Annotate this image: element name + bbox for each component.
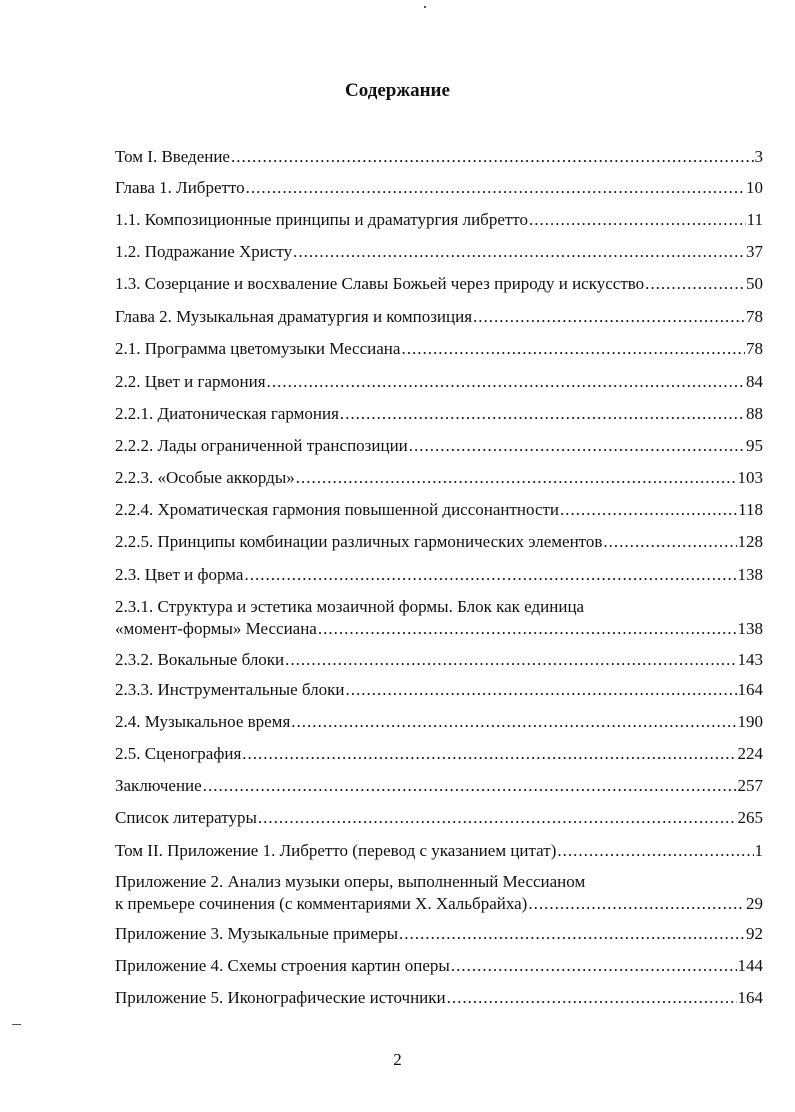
- dot-leader: [285, 649, 736, 671]
- toc-entry: [115, 807, 763, 829]
- toc-entry: [115, 531, 763, 553]
- toc-entry: [115, 209, 763, 231]
- toc-entry-label: 2.2. Цвет и гармония: [115, 372, 266, 391]
- dot-leader: [203, 775, 737, 797]
- toc-entry: [115, 177, 763, 199]
- page-title: Содержание: [345, 80, 450, 101]
- toc-entry-label: 1.2. Подражание Христу: [115, 242, 293, 261]
- toc-entry: [115, 146, 763, 168]
- toc-entry-label: 2.2.4. Хроматическая гармония повышенной диссонантности: [115, 500, 560, 519]
- toc-entry-page: 78: [746, 339, 763, 358]
- toc-entry-page: 138: [737, 619, 763, 638]
- toc-entry-label: 2.3.3. Инструментальные блоки: [115, 680, 345, 699]
- toc-entry-page: 103: [737, 468, 763, 487]
- toc-entry: [115, 338, 763, 360]
- dot-leader: [603, 531, 736, 553]
- toc-entry-page: 84: [746, 372, 763, 391]
- toc-entry: [115, 564, 763, 586]
- toc-entry-label: Список литературы: [115, 808, 257, 827]
- dot-leader: [242, 743, 736, 765]
- toc-entry-label: 2.2.2. Лады ограниченной транспозиции: [115, 436, 408, 455]
- toc-entry-label: Том II. Приложение 1. Либретто (перевод с указанием цитат): [115, 841, 557, 860]
- toc-entry-label: Приложение 4. Схемы строения картин оперы: [115, 956, 450, 975]
- toc-entry: [115, 273, 763, 295]
- toc-entry-label: 1.1. Композиционные принципы и драматургия либретто: [115, 210, 528, 229]
- toc-entry-label: 2.3.2. Вокальные блоки: [115, 650, 285, 669]
- toc-entry-label: к премьере сочинения (с комментариями Х. Хальбрайха): [115, 894, 528, 913]
- toc-entry-label: 2.2.3. «Особые аккорды»: [115, 468, 295, 487]
- toc-entry: [115, 743, 763, 765]
- toc-entry-page: 10: [746, 178, 763, 197]
- toc-entry-label: Приложение 3. Музыкальные примеры: [115, 924, 398, 943]
- dot-leader: [473, 306, 745, 328]
- toc-entry: [115, 775, 763, 797]
- toc-entry: [115, 403, 763, 425]
- toc-entry-page: 3: [754, 147, 763, 166]
- page-number: 2: [393, 1050, 402, 1069]
- dot-leader: [291, 711, 736, 733]
- toc-entry-label: 2.2.5. Принципы комбинации различных гармонических элементов: [115, 532, 603, 551]
- toc-entry-label: Глава 2. Музыкальная драматургия и композиция: [115, 307, 473, 326]
- scan-speck: [12, 1024, 21, 1025]
- toc-entry: [115, 987, 763, 1009]
- dot-leader: [399, 923, 745, 945]
- toc-entry-page: 118: [738, 500, 763, 519]
- toc-entry-page: 1: [754, 841, 763, 860]
- toc-entry-page: 29: [746, 894, 763, 913]
- dot-leader: [345, 679, 736, 701]
- toc-entry-page: 95: [746, 436, 763, 455]
- scan-speck: [424, 6, 426, 8]
- dot-leader: [231, 146, 754, 168]
- dot-leader: [246, 177, 745, 199]
- toc-entry-page: 11: [746, 210, 763, 229]
- toc-entry-label: «момент-формы» Мессиана: [115, 619, 317, 638]
- dot-leader: [244, 564, 736, 586]
- toc-entry-label: Том I. Введение: [115, 147, 230, 166]
- dot-leader: [409, 435, 745, 457]
- toc-entry: [115, 955, 763, 977]
- toc-entry-page: 88: [746, 404, 763, 423]
- toc-entry-label: 2.3. Цвет и форма: [115, 565, 244, 584]
- dot-leader: [267, 371, 745, 393]
- toc-entry-page: 265: [737, 808, 763, 827]
- toc-entry-page: 138: [737, 565, 763, 584]
- toc-entry-label: 2.2.1. Диатоническая гармония: [115, 404, 339, 423]
- toc-entry-page: 164: [737, 680, 763, 699]
- dot-leader: [340, 403, 745, 425]
- dot-leader: [258, 807, 737, 829]
- dot-leader: [645, 273, 745, 295]
- toc-entry-page: 50: [746, 274, 763, 293]
- dot-leader: [529, 209, 746, 231]
- dot-leader: [447, 987, 737, 1009]
- toc-entry-page: 128: [737, 532, 763, 551]
- dot-leader: [557, 840, 753, 862]
- toc-entry: [115, 840, 763, 862]
- toc-entry-label: 1.3. Созерцание и восхваление Славы Божьей через природу и искусство: [115, 274, 645, 293]
- toc-entry-page: 144: [737, 956, 763, 975]
- toc-entry-page: 164: [737, 988, 763, 1007]
- toc-entry: [115, 435, 763, 457]
- toc-entry-page: 37: [746, 242, 763, 261]
- toc-entry-page: 143: [737, 650, 763, 669]
- toc-entry-label: Заключение: [115, 776, 202, 795]
- toc-entry: [115, 241, 763, 263]
- toc-entry: [115, 679, 763, 701]
- toc-entry-page: 190: [737, 712, 763, 731]
- toc-entry: [115, 467, 763, 489]
- toc-entry: [115, 649, 763, 671]
- toc-entry: [115, 711, 763, 733]
- toc-entry-page: 92: [746, 924, 763, 943]
- dot-leader: [560, 499, 737, 521]
- toc-entry-label: 2.4. Музыкальное время: [115, 712, 291, 731]
- toc-entry-label: Глава 1. Либретто: [115, 178, 245, 197]
- toc-entry-page: 257: [737, 776, 763, 795]
- toc-entry: [115, 499, 763, 521]
- toc-entry: [115, 596, 763, 640]
- toc-entry-label-line1: Приложение 2. Анализ музыки оперы, выполненный Мессианом: [115, 872, 586, 891]
- dot-leader: [293, 241, 745, 263]
- toc-entry-page: 78: [746, 307, 763, 326]
- toc-entry: [115, 306, 763, 328]
- dot-leader: [296, 467, 737, 489]
- toc-entry: [115, 871, 763, 915]
- toc-entry-label-line1: 2.3.1. Структура и эстетика мозаичной формы. Блок как единица: [115, 597, 585, 616]
- toc-entry-label: 2.1. Программа цветомузыки Мессиана: [115, 339, 401, 358]
- toc-entry: [115, 371, 763, 393]
- dot-leader: [528, 893, 745, 915]
- dot-leader: [451, 955, 737, 977]
- toc-entry-label: 2.5. Сценография: [115, 744, 242, 763]
- toc-entry-label: Приложение 5. Иконографические источники: [115, 988, 446, 1007]
- toc-entry-page: 224: [737, 744, 763, 763]
- toc-entry: [115, 923, 763, 945]
- dot-leader: [401, 338, 745, 360]
- dot-leader: [318, 618, 737, 640]
